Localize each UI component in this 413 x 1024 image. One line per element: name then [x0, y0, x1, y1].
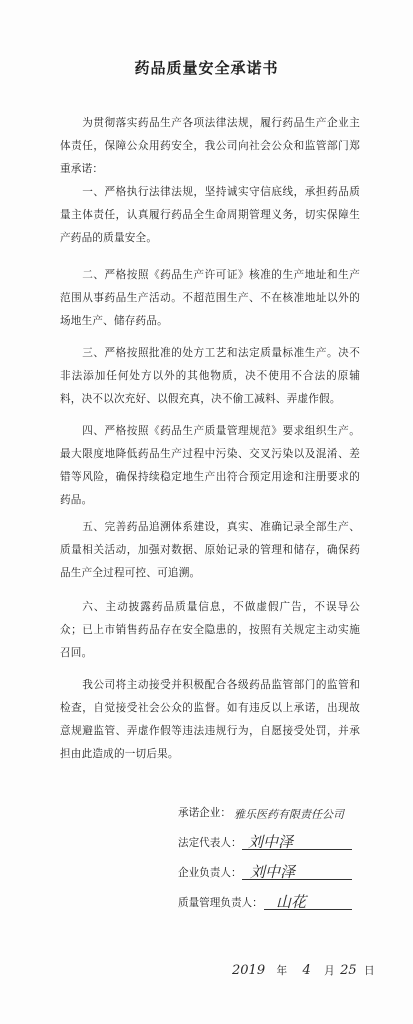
- signing-date: [232, 963, 375, 978]
- enterprise-head-signature-row: [178, 860, 378, 882]
- commitment-item-5: 五、完善药品追溯体系建设，真实、准确记录全部生产、质量相关活动，加强对数据、原始记录的管理和储存，确保药品生产全过程可控、可追溯。: [60, 521, 360, 579]
- legal-rep-signature-row: [178, 830, 378, 852]
- date-day-unit: 日: [363, 965, 375, 977]
- closing-paragraph: 我公司将主动接受并积极配合各级药品监管部门的监管和检查，自觉接受社会公众的监督。如有违反以上承诺，出现故意规避监管、弄虚作假等违法违规行为，自愿接受处罚，并承担由此造成的一切后果。: [60, 679, 360, 760]
- document-title: 药品质量安全承诺书: [134, 59, 279, 77]
- legal-rep-label: 法定代表人：: [178, 837, 242, 849]
- date-year-unit: 年: [276, 965, 288, 977]
- commitment-item-6: 六、主动披露药品质量信息，不做虚假广告，不误导公众；已上市销售药品存在安全隐患的，按照有关规定主动实施召回。: [60, 601, 360, 659]
- commitment-item-3: 三、严格按照批准的处方工艺和法定质量标准生产。决不非法添加任何处方以外的其他物质，决不使用不合法的原辅料，决不以次充好、以假充真，决不偷工减料、弄虚作假。: [60, 347, 360, 405]
- date-year: 2019: [232, 963, 266, 978]
- date-month-unit: 月: [324, 965, 335, 977]
- commitment-item-1: 一、严格执行法律法规，坚持诚实守信底线，承担药品质量主体责任，认真履行药品全生命周期管理义务，切实保障生产药品的质量安全。: [60, 186, 360, 244]
- date-day: 25: [340, 963, 357, 978]
- enterprise-head-signature: 刘中泽: [250, 863, 296, 881]
- date-month: 4: [302, 963, 311, 978]
- commitment-item-2: 二、严格按照《药品生产许可证》核准的生产地址和生产范围从事药品生产活动。不超范围生产、不在核准地址以外的场地生产、储存药品。: [60, 269, 360, 327]
- company-signature-row: [178, 800, 378, 822]
- enterprise-head-label: 企业负责人：: [178, 867, 242, 879]
- quality-head-signature: 山花: [276, 893, 307, 911]
- quality-head-label: 质量管理负责人：: [178, 897, 263, 909]
- intro-paragraph: 为贯彻落实药品生产各项法律法规，履行药品生产企业主体责任，保障公众用药安全，我公司向社会公众和监管部门郑重承诺：: [60, 117, 360, 175]
- commitment-item-4: 四、严格按照《药品生产质量管理规范》要求组织生产。最大限度地降低药品生产过程中污染、交叉污染以及混淆、差错等风险，确保持续稳定地生产出符合预定用途和注册要求的药品。: [60, 425, 360, 506]
- quality-head-signature-row: [178, 890, 378, 912]
- company-label: 承诺企业：: [178, 807, 231, 819]
- company-signature: 雅乐医药有限责任公司: [234, 808, 344, 821]
- legal-rep-signature: 刘中泽: [248, 833, 294, 851]
